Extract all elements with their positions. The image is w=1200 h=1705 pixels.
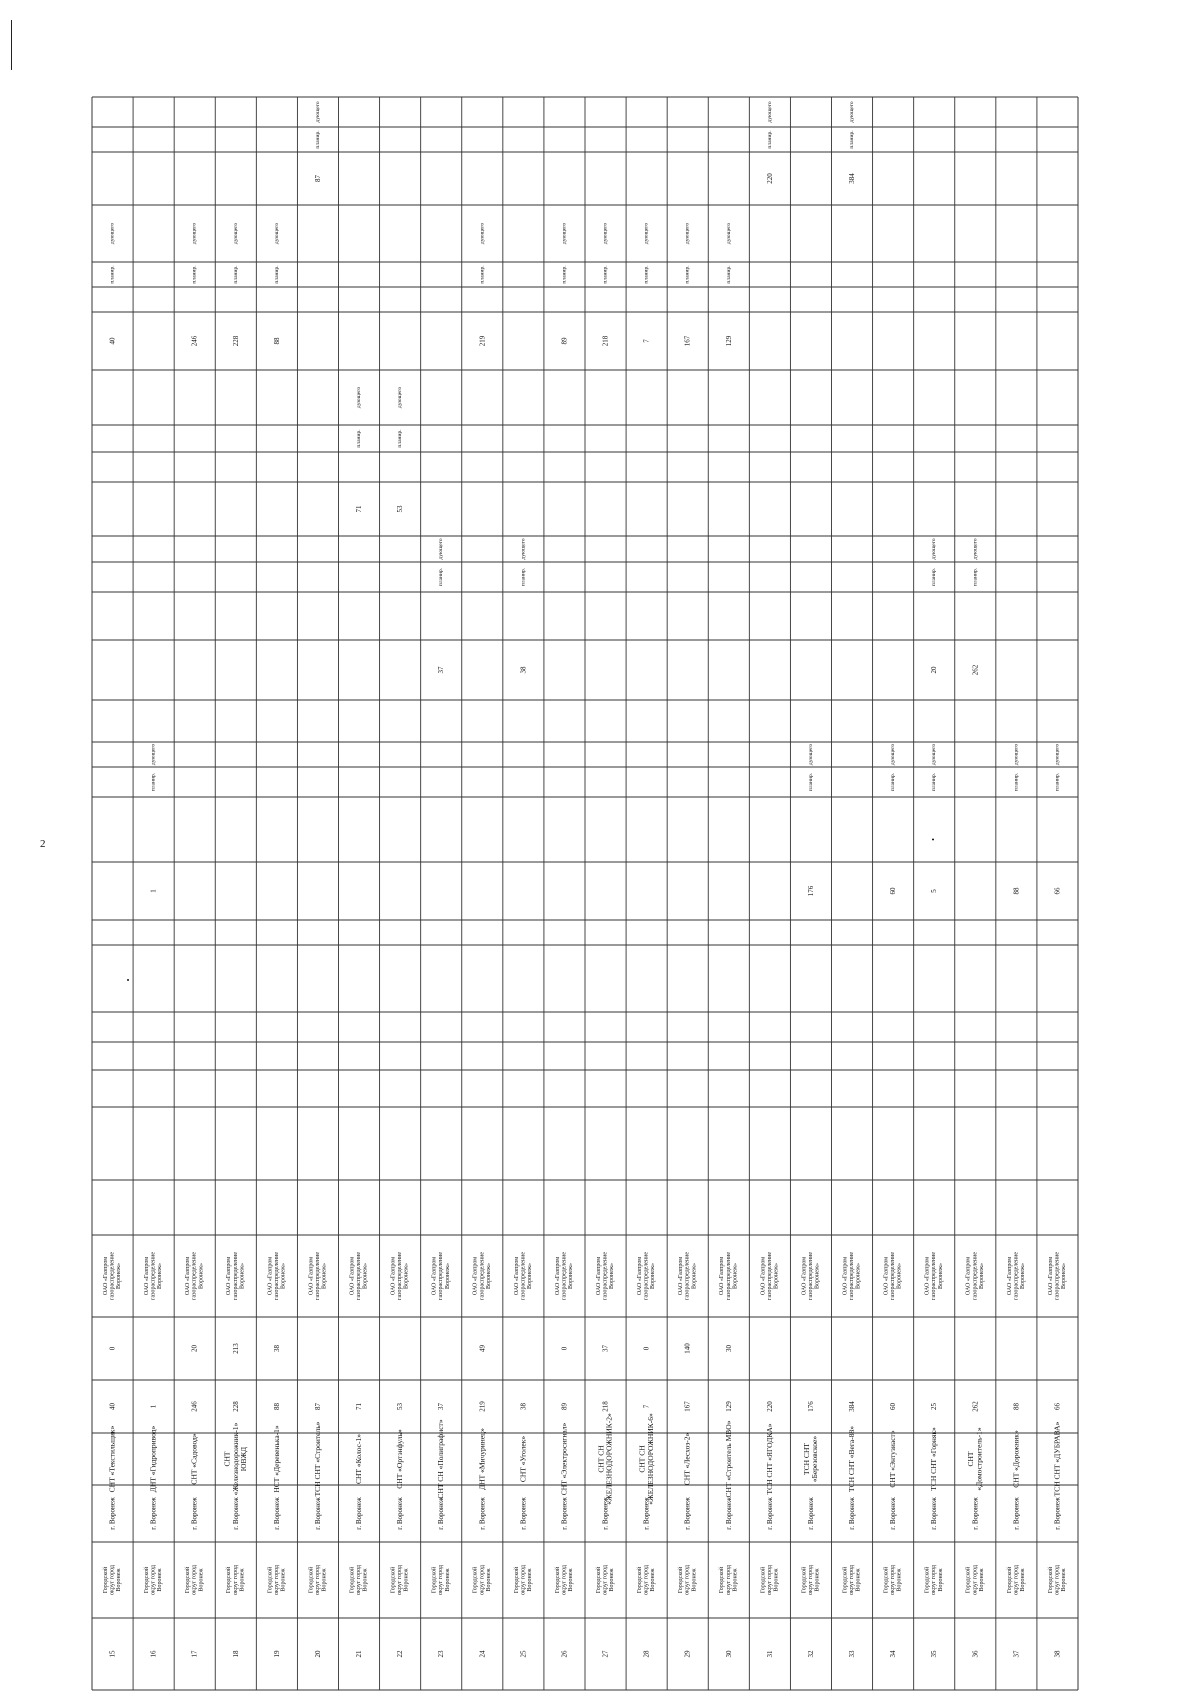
- gasified-households: 20: [190, 1345, 199, 1352]
- status-suffix: дующего: [479, 222, 486, 245]
- gas-organization: ОАО «ГазпромгазораспределениеВоронеж»: [103, 1251, 123, 1301]
- status-suffix: дующего: [726, 222, 733, 245]
- total-households: 7: [642, 1404, 651, 1409]
- status-planned: планир.: [356, 429, 363, 448]
- city-cell: г. Воронеж: [436, 1497, 445, 1530]
- row-number: 33: [847, 1650, 856, 1658]
- status-planned: планир.: [1013, 772, 1020, 792]
- status-planned: планир.: [726, 265, 733, 284]
- total-households: 167: [683, 1401, 692, 1412]
- district-cell: Городскойокруг городВоронеж: [719, 1565, 739, 1595]
- status-planned: планир.: [315, 130, 322, 149]
- district-cell: Городскойокруг городВоронеж: [473, 1565, 493, 1595]
- gas-organization: ОАО «ГазпромгазораспределениеВоронеж»: [1007, 1251, 1027, 1301]
- status-suffix: дующего: [684, 222, 691, 245]
- row-number: 18: [231, 1650, 240, 1658]
- gasified-households: 30: [724, 1345, 733, 1352]
- settlement-name: СНТ «Электросигнал»: [559, 1422, 569, 1496]
- status-suffix: дующего: [1013, 743, 1020, 766]
- value-block-3: 53: [395, 505, 404, 513]
- row-number: 31: [765, 1650, 774, 1658]
- row-number: 27: [601, 1650, 610, 1658]
- city-cell: г. Воронеж: [806, 1497, 815, 1530]
- status-suffix: дующего: [438, 538, 445, 560]
- gas-organization: ОАО «ГазпромгазораспределениеВоронеж»: [678, 1251, 698, 1301]
- gas-organization: ОАО «ГазпромгазораспределениеВоронеж»: [226, 1251, 246, 1301]
- total-households: 384: [847, 1401, 856, 1412]
- gas-organization: ОАО «ГазпромгазораспределениеВоронеж»: [349, 1251, 370, 1301]
- gasified-households: 0: [108, 1346, 117, 1351]
- value-block-4: 129: [724, 335, 733, 347]
- value-block-4: 7: [642, 339, 651, 343]
- value-block-4: 89: [560, 337, 569, 345]
- district-cell: Городскойокруг городВоронеж: [349, 1565, 370, 1595]
- total-households: 38: [518, 1403, 527, 1410]
- status-suffix: дующего: [520, 538, 527, 560]
- settlement-name: СНТ «Энтузиаст»: [887, 1430, 897, 1488]
- total-households: 60: [888, 1403, 897, 1410]
- status-planned: планир.: [849, 130, 856, 149]
- gas-organization: ОАО «ГазпромгазораспределениеВоронеж»: [883, 1251, 904, 1301]
- total-households: 246: [190, 1401, 199, 1412]
- gas-organization: ОАО «ГазпромгазораспределениеВоронеж»: [473, 1251, 493, 1301]
- city-cell: г. Воронеж: [149, 1497, 158, 1530]
- settlement-name: СНТ «Дорожник»: [1011, 1430, 1021, 1488]
- total-households: 228: [231, 1401, 240, 1412]
- status-planned: планир.: [109, 265, 116, 284]
- gasified-households: 38: [272, 1345, 281, 1352]
- gas-organization: ОАО «ГазпромгазораспределениеВоронеж»: [924, 1251, 945, 1301]
- status-suffix: дующего: [643, 222, 650, 245]
- status-planned: планир.: [931, 772, 938, 792]
- value-block-4: 218: [601, 335, 610, 347]
- value-block-2: 20: [929, 666, 938, 674]
- settlement-name: СНТ«Железнодорожник-1»ЮВЖД: [222, 1422, 248, 1496]
- district-cell: Городскойокруг городВоронеж: [1048, 1565, 1068, 1595]
- status-suffix: дующего: [397, 386, 404, 409]
- settlement-name: ТСН СНТ«Березовское»: [801, 1435, 819, 1483]
- settlement-name: СНТ «Лесхоз-2»: [682, 1432, 692, 1486]
- total-households: 1: [149, 1404, 158, 1409]
- city-cell: г. Воронеж: [1011, 1497, 1020, 1530]
- value-block-4: 228: [231, 335, 240, 347]
- total-households: 262: [970, 1401, 979, 1412]
- city-cell: г. Воронеж: [724, 1497, 733, 1530]
- status-suffix: дующего: [150, 743, 157, 766]
- value-block-1: 66: [1053, 887, 1062, 895]
- value-dot: •: [929, 838, 939, 841]
- district-cell: Городскойокруг городВоронеж: [801, 1565, 821, 1595]
- district-cell: Городскойокруг городВоронеж: [226, 1565, 246, 1595]
- settlement-name: СНТ СН«ЖЕЛЕЗНОДОРОЖНИК-6»: [637, 1413, 655, 1505]
- district-cell: Городскойокруг городВоронеж: [103, 1565, 123, 1595]
- value-block-2: 262: [970, 664, 979, 676]
- status-suffix: дующего: [1054, 743, 1061, 766]
- gas-organization: ОАО «ГазпромгазораспределениеВоронеж»: [966, 1251, 986, 1301]
- gas-organization: ОАО «ГазпромгазораспределениеВоронеж»: [555, 1251, 575, 1301]
- gas-organization: ОАО «ГазпромгазораспределениеВоронеж»: [801, 1251, 821, 1301]
- row-number: 35: [929, 1650, 938, 1658]
- city-cell: г. Воронеж: [395, 1497, 404, 1530]
- total-households: 40: [108, 1403, 117, 1410]
- status-planned: планир.: [191, 265, 198, 284]
- district-cell: Городскойокруг городВоронеж: [390, 1565, 411, 1595]
- row-number: 21: [354, 1650, 363, 1658]
- gas-organization: ОАО «ГазпромгазораспределениеВоронеж»: [514, 1251, 534, 1301]
- status-suffix: дующего: [561, 222, 568, 245]
- district-cell: Городскойокруг городВоронеж: [760, 1565, 780, 1595]
- city-cell: г. Воронеж: [929, 1497, 938, 1530]
- row-number: 36: [970, 1650, 979, 1658]
- status-planned: планир.: [684, 265, 691, 284]
- gas-organization: ОАО «ГазпромгазораспределениеВоронеж»: [185, 1251, 205, 1301]
- row-number: 19: [272, 1650, 281, 1658]
- status-planned: планир.: [561, 265, 568, 284]
- total-households: 129: [724, 1401, 733, 1412]
- gasified-households: 0: [560, 1346, 569, 1351]
- page-number: 2: [40, 838, 46, 850]
- city-cell: г. Воронеж: [683, 1497, 692, 1530]
- gas-organization: ОАО «ГазпромгазораспределениеВоронеж»: [390, 1251, 411, 1301]
- settlement-name: СНТ «Текстильщик»: [107, 1425, 117, 1493]
- settlement-name: ТСН СНТ «Вега-88»: [846, 1426, 856, 1492]
- settlement-name: СНТ «Колос-1»: [353, 1434, 363, 1484]
- city-cell: г. Воронеж: [847, 1497, 856, 1530]
- district-cell: Городскойокруг городВоронеж: [678, 1565, 698, 1595]
- status-planned: планир.: [972, 567, 979, 587]
- status-suffix: дующего: [972, 538, 979, 560]
- settlement-name: ТСН СНТ «Горняк»: [928, 1427, 938, 1491]
- city-cell: г. Воронеж: [231, 1497, 240, 1530]
- status-planned: планир.: [1054, 772, 1061, 792]
- gasified-households: 49: [477, 1345, 486, 1352]
- row-number: 17: [190, 1650, 199, 1658]
- row-number: 16: [149, 1650, 158, 1658]
- gas-organization: ОАО «ГазпромгазораспределениеВоронеж»: [431, 1251, 452, 1301]
- total-households: 25: [929, 1403, 938, 1410]
- city-cell: г. Воронеж: [888, 1497, 897, 1530]
- value-block-2: 38: [518, 666, 527, 674]
- value-block-4: 88: [272, 337, 281, 345]
- total-households: 88: [272, 1403, 281, 1410]
- status-suffix: дующего: [849, 101, 856, 123]
- status-suffix: дующего: [931, 538, 938, 560]
- value-block-1: 5: [929, 889, 938, 893]
- row-number: 34: [888, 1650, 897, 1658]
- status-planned: планир.: [890, 772, 897, 792]
- settlement-name: НСТ «Деревенька-1»: [271, 1425, 281, 1493]
- district-cell: Городскойокруг городВоронеж: [842, 1565, 863, 1595]
- status-suffix: дующего: [767, 101, 774, 123]
- total-households: 87: [313, 1403, 322, 1410]
- settlement-name: СНТ «Уголек»: [518, 1435, 528, 1483]
- row-number: 23: [436, 1650, 445, 1658]
- row-number: 32: [806, 1650, 815, 1658]
- total-households: 71: [354, 1403, 363, 1410]
- value-block-1: 1: [149, 889, 158, 893]
- settlement-name: СНТ «Садовод»: [189, 1433, 199, 1485]
- value-block-5: 384: [847, 173, 856, 184]
- status-suffix: дующего: [808, 743, 815, 766]
- gas-organization: ОАО «ГазпромгазораспределениеВоронеж»: [637, 1251, 657, 1301]
- district-cell: Городскойокруг городВоронеж: [637, 1565, 657, 1595]
- city-cell: г. Воронеж: [477, 1497, 486, 1530]
- gas-organization: ОАО «ГазпромгазораспределениеВоронеж»: [760, 1251, 780, 1301]
- city-cell: г. Воронеж: [642, 1497, 651, 1530]
- gasified-households: 37: [601, 1345, 610, 1352]
- total-households: 53: [395, 1403, 404, 1410]
- total-households: 218: [601, 1401, 610, 1412]
- status-planned: планир.: [643, 265, 650, 284]
- total-households: 66: [1053, 1403, 1062, 1410]
- city-cell: г. Воронеж: [601, 1497, 610, 1530]
- row-number: 20: [313, 1650, 322, 1658]
- row-number: 22: [395, 1650, 404, 1658]
- status-planned: планир.: [520, 567, 527, 587]
- status-planned: планир.: [397, 429, 404, 448]
- city-cell: г. Воронеж: [272, 1497, 281, 1530]
- row-number: 28: [642, 1650, 651, 1658]
- status-planned: планир.: [438, 567, 445, 587]
- settlement-name: СНТ «Ортэнфуль»: [394, 1429, 404, 1489]
- status-planned: планир.: [931, 567, 938, 587]
- status-suffix: дующего: [356, 386, 363, 409]
- district-cell: Городскойокруг городВоронеж: [966, 1565, 986, 1595]
- district-cell: Городскойокруг городВоронеж: [308, 1565, 328, 1595]
- gas-organization: ОАО «ГазпромгазораспределениеВоронеж»: [267, 1251, 287, 1301]
- total-households: 89: [560, 1403, 569, 1410]
- status-suffix: дующего: [191, 222, 198, 245]
- city-cell: г. Воронеж: [765, 1497, 774, 1530]
- value-block-4: 167: [683, 335, 692, 347]
- value-block-3: 71: [354, 505, 363, 513]
- value-block-1: 60: [888, 887, 897, 895]
- settlement-name: ДНТ «Мичуринец»: [477, 1428, 487, 1490]
- value-block-1: 88: [1011, 887, 1020, 895]
- settlement-name: ТСН СНТ «ДУБРАВА»: [1052, 1421, 1062, 1497]
- status-suffix: дующего: [315, 101, 322, 123]
- settlement-name: СНТ«Домостроитель-1»: [965, 1427, 984, 1491]
- district-cell: Городскойокруг городВоронеж: [267, 1565, 287, 1595]
- status-suffix: дующего: [602, 222, 609, 245]
- settlement-name: ДНТ «Гидропривод»: [148, 1425, 158, 1493]
- city-cell: г. Воронеж: [560, 1497, 569, 1530]
- settlement-name: ТСН СНТ «Строитель»: [312, 1421, 322, 1497]
- row-number: 24: [477, 1650, 486, 1658]
- district-cell: Городскойокруг городВоронеж: [514, 1565, 534, 1595]
- city-cell: г. Воронеж: [970, 1497, 979, 1530]
- district-cell: Городскойокруг городВоронеж: [596, 1565, 616, 1595]
- gas-organization: ОАО «ГазпромгазораспределениеВоронеж»: [144, 1251, 164, 1301]
- city-cell: г. Воронеж: [354, 1497, 363, 1530]
- total-households: 220: [765, 1401, 774, 1412]
- district-cell: Городскойокруг городВоронеж: [1007, 1565, 1027, 1595]
- city-cell: г. Воронеж: [108, 1497, 117, 1530]
- row-number: 29: [683, 1650, 692, 1658]
- row-number: 15: [108, 1650, 117, 1658]
- row-number: 37: [1011, 1650, 1020, 1658]
- settlement-name: СНТ СН «Полиграфист»: [435, 1419, 445, 1499]
- gasified-households: 140: [683, 1343, 692, 1354]
- value-block-5: 87: [313, 175, 322, 182]
- status-suffix: дующего: [931, 743, 938, 766]
- city-cell: г. Воронеж: [313, 1497, 322, 1530]
- status-suffix: дующего: [233, 222, 240, 245]
- gasified-households: 213: [231, 1343, 240, 1354]
- status-suffix: дующего: [109, 222, 116, 245]
- status-planned: планир.: [479, 265, 486, 284]
- city-cell: г. Воронеж: [1053, 1497, 1062, 1530]
- gas-organization: ОАО «ГазпромгазораспределениеВоронеж»: [842, 1251, 863, 1301]
- city-cell: г. Воронеж: [190, 1497, 199, 1530]
- gas-organization: ОАО «ГазпромгазораспределениеВоронеж»: [308, 1251, 328, 1301]
- gas-organization: ОАО «ГазпромгазораспределениеВоронеж»: [1048, 1251, 1068, 1301]
- status-suffix: дующего: [890, 743, 897, 766]
- value-block-1: 176: [806, 885, 815, 897]
- status-suffix: дующего: [274, 222, 281, 245]
- status-planned: планир.: [150, 772, 157, 792]
- district-cell: Городскойокруг городВоронеж: [144, 1565, 164, 1595]
- value-block-4: 246: [190, 335, 199, 347]
- district-cell: Городскойокруг городВоронеж: [431, 1565, 452, 1595]
- row-number: 25: [518, 1650, 527, 1658]
- row-number: 30: [724, 1650, 733, 1658]
- row-number: 38: [1053, 1650, 1062, 1658]
- status-planned: планир.: [274, 265, 281, 284]
- settlement-name: ТСН СНТ «ЯГОДКА»: [764, 1423, 774, 1495]
- settlement-name: СНТ «Строитель МВО»: [723, 1420, 733, 1498]
- status-planned: планир.: [602, 265, 609, 284]
- total-households: 176: [806, 1401, 815, 1412]
- district-cell: Городскойокруг городВоронеж: [924, 1565, 945, 1595]
- value-block-4: 40: [108, 337, 117, 345]
- total-households: 88: [1011, 1403, 1020, 1410]
- gas-organization: ОАО «ГазпромгазораспределениеВоронеж»: [596, 1251, 616, 1301]
- settlement-name: СНТ СН«ЖЕЛЕЗНОДОРОЖНИК-2»: [596, 1413, 614, 1505]
- value-block-2: 37: [436, 666, 445, 674]
- value-block-4: 219: [477, 335, 486, 347]
- gasified-households: 0: [642, 1346, 651, 1351]
- value-block-5: 220: [765, 173, 774, 184]
- row-number: 26: [560, 1650, 569, 1658]
- status-planned: планир.: [808, 772, 815, 792]
- district-cell: Городскойокруг городВоронеж: [883, 1565, 904, 1595]
- total-households: 37: [436, 1403, 445, 1410]
- district-cell: Городскойокруг городВоронеж: [555, 1565, 575, 1595]
- status-planned: планир.: [767, 130, 774, 149]
- total-households: 219: [477, 1401, 486, 1412]
- city-cell: г. Воронеж: [518, 1497, 527, 1530]
- district-cell: Городскойокруг городВоронеж: [185, 1565, 205, 1595]
- status-planned: планир.: [233, 265, 240, 284]
- gas-organization: ОАО «ГазпромгазораспределениеВоронеж»: [719, 1251, 739, 1301]
- value-dot: •: [123, 978, 133, 982]
